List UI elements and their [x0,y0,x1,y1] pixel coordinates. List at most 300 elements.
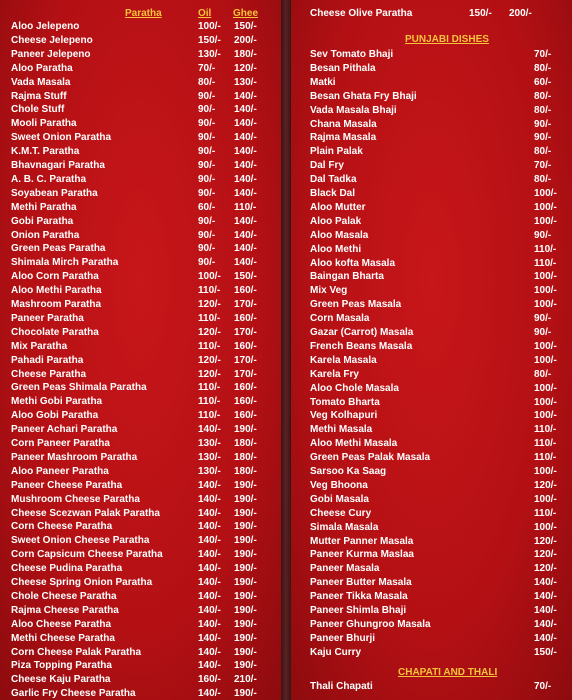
item-name: Paneer Jelepeno [11,48,91,60]
item-price: 90/- [534,118,552,130]
list-item [0,520,281,533]
item-price-oil: 90/- [198,90,216,102]
item-name: K.M.T. Paratha [11,146,80,158]
oil-header: Oil [198,8,212,19]
list-item [0,687,281,700]
list-item [291,326,572,339]
list-item [291,576,572,589]
item-price-oil: 90/- [198,160,216,171]
item-price-oil: 130/- [198,465,221,477]
item-price: 90/- [534,327,552,338]
item-name: Aloo Methi Masala [310,438,398,450]
list-item [0,465,281,478]
item-price-ghee: 140/- [234,173,257,185]
item-name: Kaju Curry [310,646,362,658]
item-price: 100/- [534,215,557,227]
item-price-oil: 110/- [198,312,221,324]
item-name: Veg Kolhapuri [310,410,378,422]
item-name: Aloo kofta Masala [310,257,396,269]
list-item [0,437,281,450]
item-name: Chocolate Paratha [11,326,99,338]
item-price: 100/- [534,382,557,394]
list-item [291,298,572,311]
list-item [0,215,281,228]
list-item [291,618,572,631]
list-item [291,201,572,214]
item-price-oil: 100/- [198,21,221,32]
item-price-oil: 70/- [198,62,216,74]
item-price-oil: 130/- [198,438,221,449]
item-price-ghee: 190/- [234,507,257,519]
item-name: Sev Tomato Bhaji [310,49,394,60]
item-name: Mutter Panner Masala [310,535,414,547]
list-item [0,659,281,672]
item-price-ghee: 190/- [234,563,257,575]
list-item [291,145,572,158]
item-name: Corn Capsicum Cheese Paratha [11,549,163,561]
item-price-oil: 140/- [198,424,221,436]
list-item [291,354,572,367]
item-price-ghee: 190/- [234,479,257,491]
item-name: Vada Masala [11,76,71,88]
item-price: 60/- [534,76,552,88]
list-item [291,396,572,409]
list-item [0,395,281,408]
item-name: Karela Masala [310,354,377,366]
list-item [0,493,281,506]
list-item [291,243,572,256]
item-price-ghee: 190/- [234,424,257,436]
list-item [0,590,281,603]
item-price-ghee: 200/- [509,8,532,19]
item-name: Aloo Palak [310,215,362,227]
item-name: Cheese Pudina Paratha [11,563,123,575]
list-item [291,187,572,200]
item-name: Mashroom Paratha [11,299,102,310]
list-item [291,48,572,61]
item-name: Tomato Bharta [310,396,380,408]
paratha-header: Paratha [125,8,162,19]
item-price-ghee: 190/- [234,549,257,561]
item-price-oil: 110/- [198,382,221,394]
item-price-ghee: 130/- [234,76,257,88]
list-item [0,145,281,158]
list-item [0,507,281,520]
item-name: Besan Ghata Fry Bhaji [310,90,417,102]
item-name: Paneer Achari Paratha [11,424,118,436]
item-price-ghee: 190/- [234,577,257,588]
item-name: Cheese Olive Paratha [310,8,413,19]
list-item [0,646,281,659]
item-price: 80/- [534,368,552,380]
item-price-ghee: 140/- [234,90,257,102]
item-price: 100/- [534,521,557,533]
item-price: 100/- [534,285,557,297]
item-price: 110/- [534,438,557,450]
list-item [291,104,572,117]
item-price-oil: 120/- [198,368,221,380]
item-price: 110/- [534,507,557,519]
item-name: Dal Fry [310,160,344,172]
item-price: 80/- [534,104,552,116]
item-price-oil: 110/- [198,396,221,408]
item-price-oil: 140/- [198,507,221,519]
item-price: 120/- [534,479,557,491]
item-name: Mushroom Cheese Paratha [11,493,140,505]
list-item [291,90,572,103]
list-item [291,632,572,645]
list-item [291,535,572,548]
item-price: 90/- [534,313,552,325]
list-item [0,284,281,297]
list-item [0,298,281,311]
item-name: Aloo Jelepeno [11,21,80,32]
item-price: 80/- [534,146,552,158]
list-item [291,507,572,520]
item-name: Methi Paratha [11,201,77,213]
list-item [0,534,281,547]
list-item [291,562,572,575]
item-name: Aloo Paratha [11,62,73,74]
list-item [291,465,572,478]
item-name: Corn Cheese Paratha [11,521,113,533]
item-price-ghee: 190/- [234,618,257,630]
item-name: Mix Paratha [11,340,68,352]
item-name: Cheese Spring Onion Paratha [11,577,153,588]
item-price-ghee: 190/- [234,535,257,547]
item-price: 140/- [534,577,557,589]
item-name: Rajma Stuff [11,90,67,102]
item-name: Aloo Masala [310,229,369,241]
list-item [291,409,572,422]
item-price: 70/- [534,160,552,172]
item-name: Chole Cheese Paratha [11,590,117,602]
item-name: Gobi Masala [310,493,369,505]
item-price-ghee: 140/- [234,243,257,255]
item-name: Methi Masala [310,424,373,436]
item-name: Paneer Cheese Paratha [11,479,123,491]
item-price: 90/- [534,132,552,144]
item-price-ghee: 170/- [234,354,257,366]
list-item [0,312,281,325]
item-price-ghee: 140/- [234,215,257,227]
item-name: Paneer Masala [310,563,380,575]
item-price-oil: 140/- [198,688,221,700]
list-item [0,131,281,144]
item-price-oil: 90/- [198,243,216,255]
item-name: Sweet Onion Cheese Paratha [11,535,150,547]
item-name: Aloo Corn Paratha [11,271,99,283]
item-name: Cheese Jelepeno [11,34,93,46]
list-item [0,409,281,422]
item-price-ghee: 140/- [234,118,257,130]
item-name: Sarsoo Ka Saag [310,466,387,477]
list-item [291,680,572,693]
list-item [0,270,281,283]
item-price-oil: 90/- [198,104,216,116]
item-name: Sweet Onion Paratha [11,132,112,144]
item-price-ghee: 180/- [234,48,257,60]
ghee-header: Ghee [233,8,259,19]
list-item [291,270,572,283]
item-price-oil: 140/- [198,660,221,672]
list-item [0,256,281,269]
item-name: Rajma Masala [310,132,377,144]
list-item [291,62,572,75]
item-name: Bhavnagari Paratha [11,160,105,171]
item-name: Green Peas Paratha [11,243,106,255]
item-price-oil: 140/- [198,535,221,547]
item-name: Green Peas Shimala Paratha [11,382,147,394]
punjabi-dishes-title: PUNJABI DISHES [405,34,489,45]
item-price: 100/- [534,188,557,199]
item-price-oil: 140/- [198,549,221,561]
item-price-oil: 140/- [198,646,221,658]
item-name: Paneer Butter Masala [310,577,412,589]
item-price: 140/- [534,591,557,603]
list-item [0,632,281,645]
list-item [0,159,281,172]
item-price-ghee: 140/- [234,257,257,269]
list-item [0,368,281,381]
list-item [0,326,281,339]
item-price-oil: 140/- [198,604,221,616]
item-name: Paneer Bhurji [310,632,376,644]
item-name: Aloo Mutter [310,201,366,213]
item-name: Green Peas Masala [310,299,402,311]
item-price-oil: 90/- [198,257,216,269]
list-item [0,576,281,589]
item-name: Matki [310,76,336,88]
item-price-ghee: 170/- [234,368,257,380]
item-name: Paneer Ghungroo Masala [310,618,431,630]
paratha-menu-panel [0,0,281,700]
item-name: Methi Gobi Paratha [11,396,103,408]
list-item [0,618,281,631]
item-price-ghee: 140/- [234,160,257,171]
list-item [0,229,281,242]
item-price-ghee: 160/- [234,312,257,324]
item-name: Garlic Fry Cheese Paratha [11,688,136,700]
list-item [291,451,572,464]
list-item [0,548,281,561]
item-price: 100/- [534,466,557,477]
item-name: Aloo Methi [310,243,362,255]
list-item [291,479,572,492]
list-item [0,354,281,367]
list-item [291,173,572,186]
list-item [291,284,572,297]
list-item [291,604,572,617]
list-item [0,479,281,492]
item-name: Aloo Gobi Paratha [11,410,99,422]
list-item [291,423,572,436]
item-price-ghee: 180/- [234,451,257,463]
list-item [291,382,572,395]
list-item [291,493,572,506]
item-price-ghee: 180/- [234,465,257,477]
list-item [291,118,572,131]
item-price-oil: 90/- [198,229,216,241]
list-item [0,242,281,255]
item-price: 100/- [534,410,557,422]
list-item [0,90,281,103]
item-price-ghee: 170/- [234,326,257,338]
item-name: Karela Fry [310,368,359,380]
item-price-ghee: 190/- [234,493,257,505]
list-item [291,437,572,450]
item-price-oil: 110/- [198,285,221,297]
item-price: 100/- [534,396,557,408]
item-name: French Beans Masala [310,340,413,352]
list-item [291,368,572,381]
item-name: Piza Topping Paratha [11,660,112,672]
item-price-oil: 140/- [198,563,221,575]
item-price-ghee: 160/- [234,285,257,297]
item-price: 120/- [534,549,557,561]
item-price: 150/- [534,646,557,658]
menu-divider [281,0,291,700]
item-price-oil: 90/- [198,132,216,144]
item-name: Paneer Kurma Maslaa [310,549,414,561]
item-price-oil: 90/- [198,146,216,158]
item-name: Dal Tadka [310,174,357,186]
list-item [291,646,572,659]
item-price-ghee: 160/- [234,396,257,408]
item-name: Vada Masala Bhaji [310,104,397,116]
item-price-ghee: 190/- [234,646,257,658]
item-name: Gazar (Carrot) Masala [310,327,414,338]
item-price-oil: 140/- [198,521,221,533]
item-price: 140/- [534,605,557,616]
item-name: Corn Cheese Palak Paratha [11,646,142,658]
item-name: Methi Cheese Paratha [11,632,115,644]
item-price-oil: 130/- [198,451,221,463]
item-price-oil: 160/- [198,674,221,686]
item-name: Aloo Cheese Paratha [11,618,112,630]
item-name: Paneer Mashroom Paratha [11,451,138,463]
item-price-ghee: 160/- [234,340,257,352]
item-price: 110/- [534,257,557,269]
item-name: Corn Paneer Paratha [11,438,110,449]
item-price-oil: 60/- [198,201,216,213]
item-price-ghee: 180/- [234,438,257,449]
list-item [0,48,281,61]
item-price-oil: 140/- [198,590,221,602]
item-price-ghee: 140/- [234,187,257,199]
item-name: Aloo Methi Paratha [11,285,102,297]
list-item [0,673,281,686]
item-price: 110/- [534,243,557,255]
list-item [291,548,572,561]
item-name: Corn Masala [310,313,370,325]
item-price-ghee: 190/- [234,604,257,616]
item-price: 100/- [534,299,557,311]
item-price-ghee: 150/- [234,21,257,32]
list-item [0,381,281,394]
dishes-menu-panel [291,0,572,700]
item-name: Black Dal [310,188,356,199]
item-price-oil: 80/- [198,76,216,88]
list-item [291,229,572,242]
item-price-ghee: 190/- [234,688,257,700]
list-item [0,117,281,130]
item-price-oil: 90/- [198,118,216,130]
list-item [0,34,281,47]
item-price-oil: 110/- [198,410,221,422]
item-price-oil: 140/- [198,632,221,644]
item-name: Cheese Paratha [11,368,87,380]
item-price-ghee: 150/- [234,271,257,283]
list-item [0,340,281,353]
item-price: 100/- [534,354,557,366]
item-name: Chole Stuff [11,104,65,116]
chapati-thali-title: CHAPATI AND THALI [398,667,498,678]
list-item [291,159,572,172]
list-item [0,604,281,617]
item-price-oil: 140/- [198,577,221,588]
item-price-ghee: 200/- [234,34,257,46]
item-name: Soyabean Paratha [11,187,98,199]
item-price: 140/- [534,618,557,630]
item-price: 120/- [534,563,557,575]
item-price-ghee: 140/- [234,146,257,158]
item-name: Baingan Bharta [310,271,384,283]
item-name: Chana Masala [310,118,377,130]
list-item [291,215,572,228]
item-price-ghee: 190/- [234,632,257,644]
item-name: Cheese Scezwan Palak Paratha [11,507,160,519]
item-name: Shimala Mirch Paratha [11,257,119,269]
item-name: Thali Chapati [310,681,373,692]
list-item [0,76,281,89]
item-name: Onion Paratha [11,229,80,241]
item-price: 120/- [534,535,557,547]
item-name: Gobi Paratha [11,215,74,227]
item-price: 140/- [534,632,557,644]
list-item [291,312,572,325]
item-name: Mooli Paratha [11,118,77,130]
item-price-oil: 140/- [198,479,221,491]
item-price: 70/- [534,49,552,60]
item-price-oil: 120/- [198,299,221,310]
item-name: Rajma Cheese Paratha [11,604,119,616]
item-price-ghee: 140/- [234,229,257,241]
list-item [0,103,281,116]
item-name: Paneer Paratha [11,312,84,324]
list-item [291,257,572,270]
item-name: Green Peas Palak Masala [310,452,431,464]
list-item [0,187,281,200]
item-price-ghee: 140/- [234,104,257,116]
item-price-oil: 150/- [469,8,492,19]
item-price-ghee: 110/- [234,201,257,213]
item-price: 90/- [534,229,552,241]
item-name: Pahadi Paratha [11,354,84,366]
item-name: Besan Pithala [310,62,376,74]
item-name: Paneer Tikka Masala [310,591,408,603]
list-item [0,423,281,436]
item-name: Aloo Paneer Paratha [11,465,109,477]
item-price: 110/- [534,452,557,464]
item-price-oil: 100/- [198,271,221,283]
item-price-oil: 110/- [198,340,221,352]
item-price: 100/- [534,493,557,505]
item-price: 70/- [534,681,552,692]
item-price: 80/- [534,90,552,102]
list-item [0,20,281,33]
item-price-oil: 140/- [198,618,221,630]
